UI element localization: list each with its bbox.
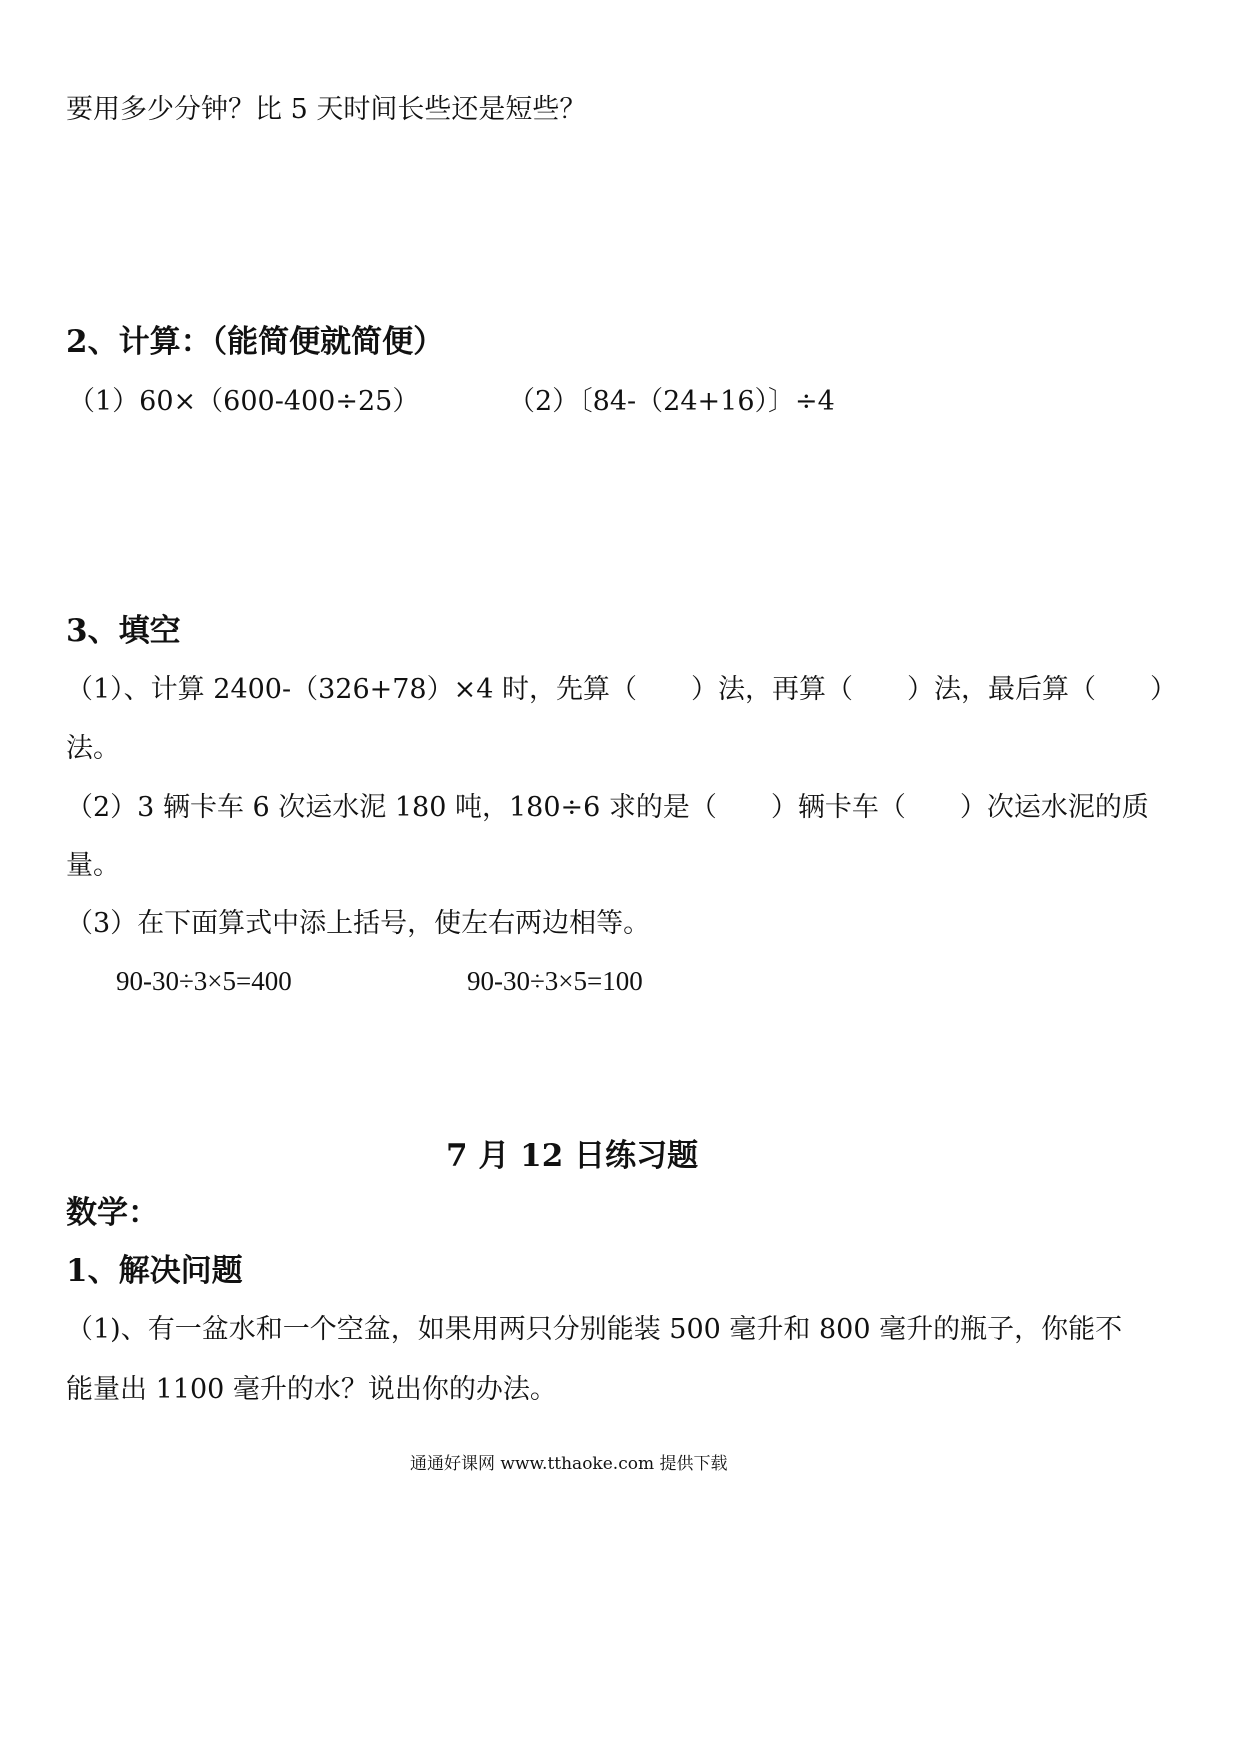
section3-heading: 3、填空 [66,613,181,649]
intro-line: 要用多少分钟？比 5 天时间长些还是短些？ [66,94,587,125]
section2-question-1: （1）60×（600-400÷25） [68,386,420,417]
section1b-q1-line1: （1)、有一盆水和一个空盆，如果用两只分别能装 500 毫升和 800 毫升的瓶子，你能不 [66,1314,1123,1345]
section1b-heading: 1、解决问题 [66,1253,243,1289]
section2-question-2: （2）〔84-（24+16）〕÷4 [508,386,835,417]
footer-text: 通通好课网 www.tthaoke.com 提供下载 [410,1454,728,1474]
day-title: 7 月 12 日练习题 [446,1138,699,1174]
section3-q2-line1: （2）3 辆卡车 6 次运水泥 180 吨，180÷6 求的是（ ）辆卡车（ ）次运水泥的质 [66,792,1149,823]
section3-q2-line2: 量。 [66,850,120,881]
equation-1: 90-30÷3×5=400 [116,966,292,996]
equation-2: 90-30÷3×5=100 [467,966,643,996]
subject-label: 数学： [66,1195,159,1231]
section1b-q1-line2: 能量出 1100 毫升的水？说出你的办法。 [66,1374,557,1405]
section2-heading: 2、计算：（能简便就简便） [66,324,445,360]
section3-q3-line: （3）在下面算式中添上括号，使左右两边相等。 [66,908,651,939]
section3-q1-line1: （1）、计算 2400-（326+78）×4 时，先算（ ）法，再算（ ）法，最后算（ ） [66,674,1177,705]
section3-q1-line2: 法。 [66,733,120,764]
